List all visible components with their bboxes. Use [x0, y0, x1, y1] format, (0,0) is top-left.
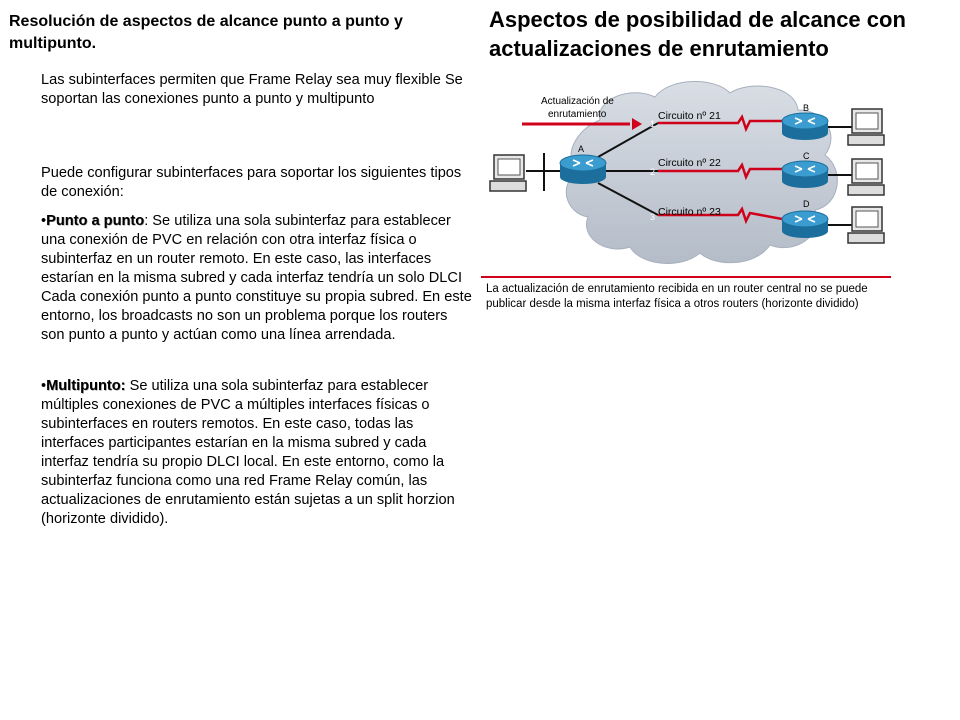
circuit-22-label: Circuito nº 22 [658, 157, 721, 169]
circuit-number-2: 2 [650, 167, 656, 177]
router-b-icon [782, 113, 828, 140]
point-to-point-text: : Se utiliza una sola subinterfaz para establecer una conexión de PVC en relación con otra interfaz física o subinterfaz en un router remoto. En este caso, las interfaces estarían en la misma subred y cada interfaz tendría un solo DLCI Cada conexión punto a punto constituye su propia subred. En este entorno, los broadcasts no son un problema porque los routers son punto a punto y actúan como una línea arrendada. [41, 213, 472, 343]
update-label-line2: enrutamiento [548, 109, 607, 120]
pc-d-icon [848, 207, 884, 243]
circuit-21-label: Circuito nº 21 [658, 110, 721, 122]
point-to-point-paragraph: •Punto a punto: Se utiliza una sola subinterfaz para establecer una conexión de PVC en relación con otra interfaz física o subinterfaz en un router remoto. En este caso, las interfaces estarían en la misma subred y cada interfaz tendría un solo DLCI Cada conexión punto a punto constituye su propia subred. En este entorno, los broadcasts no son un problema porque los routers son punto a punto y actúan como una línea arrendada. [41, 213, 472, 343]
right-title: Aspectos de posibilidad de alcance con actualizaciones de enrutamiento [489, 7, 906, 61]
router-a-label: A [578, 144, 585, 154]
multipoint-paragraph: •Multipunto: Se utiliza una sola subinterfaz para establecer múltiples conexiones de PVC a múltiples interfaces físicas o subinterfaces en routers remotos. En este caso, todas las interfaces participantes estarían en la misma subred y cada interfaz tendría su propio DLCI local. En este entorno, como la subinterfaz funciona como una red Frame Relay común, las actualizaciones de enrutamiento están sujetas a un split horzion (horizonte dividido). [41, 378, 455, 527]
router-c-label: C [803, 151, 810, 161]
multipoint-term: Multipunto: [46, 378, 126, 394]
point-to-point-term: Punto a punto [46, 213, 145, 229]
pc-left-icon [490, 155, 526, 191]
router-d-icon [782, 211, 828, 238]
router-a-icon [560, 155, 606, 184]
update-label-line1: Actualización de [541, 96, 614, 107]
caption-divider [481, 276, 891, 278]
circuit-number-3: 3 [650, 212, 656, 222]
router-d-label: D [803, 199, 810, 209]
router-b-label: B [803, 103, 810, 113]
multipoint-text: Se utiliza una sola subinterfaz para establecer múltiples conexiones de PVC a múltiples interfaces físicas o subinterfaces en routers remotos. En este caso, todas las interfaces participantes estarían en la misma subred y cada interfaz tendría su propio DLCI local. En este entorno, como la subinterfaz funciona como una red Frame Relay común, las actualizaciones de enrutamiento están sujetas a un split horzion (horizonte dividido). [41, 378, 455, 527]
circuit-number-1: 1 [650, 119, 656, 129]
intro-paragraph: Las subinterfaces permiten que Frame Relay sea muy flexible Se soportan las conexiones punto a punto y multipunto [41, 72, 463, 107]
router-c-icon [782, 161, 828, 188]
circuit-23-label: Circuito nº 23 [658, 206, 721, 218]
left-title: Resolución de aspectos de alcance punto a punto y multipunto. [9, 13, 403, 52]
pc-c-icon [848, 159, 884, 195]
pc-b-icon [848, 109, 884, 145]
config-paragraph: Puede configurar subinterfaces para soportar los siguientes tipos de conexión: [41, 165, 462, 200]
diagram-caption: La actualización de enrutamiento recibida en un router central no se puede publicar desde la misma interfaz física a otros routers (horizonte dividido) [486, 283, 868, 310]
frame-relay-diagram [480, 75, 900, 275]
